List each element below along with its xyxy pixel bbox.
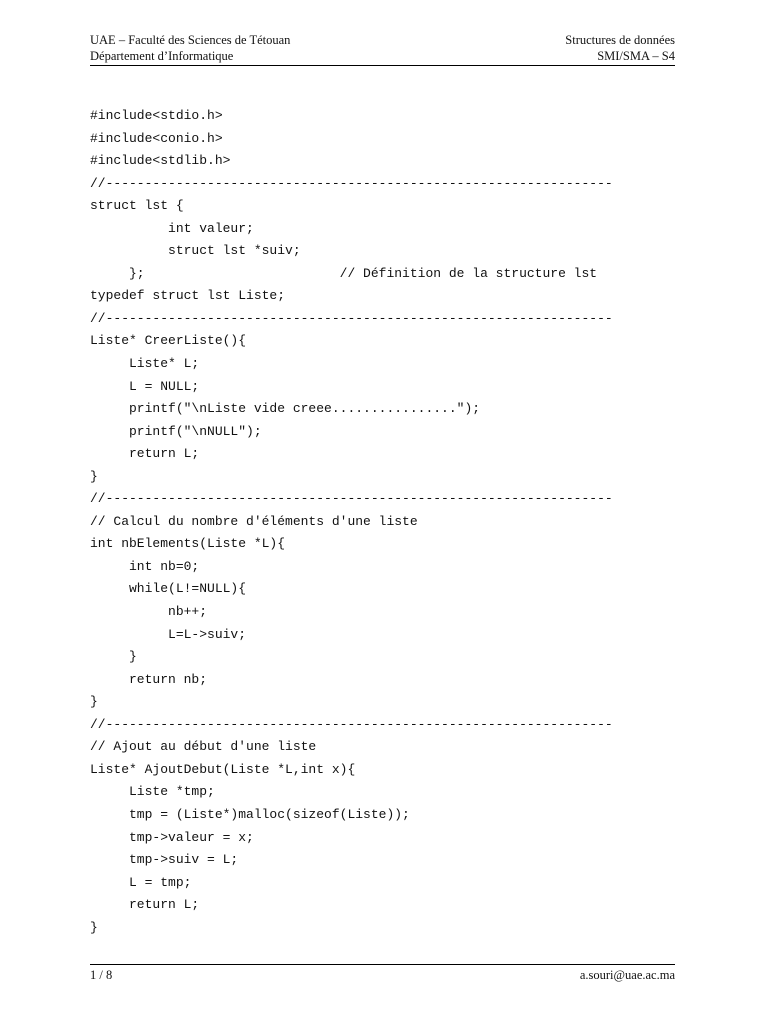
code-line: }; // Définition de la structure lst — [90, 265, 598, 281]
page-footer — [90, 967, 675, 983]
code-line: return L; — [90, 446, 200, 462]
code-line: struct lst *suiv; — [90, 243, 301, 259]
code-listing — [90, 105, 690, 939]
code-line: //----------------------------------------------------------------- — [90, 310, 613, 326]
code-line: tmp = (Liste*)malloc(sizeof(Liste)); — [90, 806, 410, 822]
code-line: struct lst { — [90, 198, 184, 214]
code-line: //----------------------------------------------------------------- — [90, 716, 613, 732]
author-email: a.souri@uae.ac.ma — [579, 968, 675, 982]
code-line: // Calcul du nombre d'éléments d'une liste — [90, 513, 418, 529]
page-header — [90, 32, 675, 66]
code-line: L=L->suiv; — [90, 626, 247, 642]
code-line: tmp->valeur = x; — [90, 829, 254, 845]
code-line: printf("\nListe vide creee................"); — [90, 401, 481, 417]
header-divider — [90, 65, 675, 66]
header-institution: UAE – Faculté des Sciences de Tétouan — [90, 33, 291, 47]
code-line: //----------------------------------------------------------------- — [90, 175, 613, 191]
code-line: Liste* CreerListe(){ — [90, 333, 247, 349]
footer-divider — [90, 964, 675, 965]
header-department: Département d’Informatique — [90, 49, 234, 63]
code-line: } — [90, 694, 98, 710]
code-line: #include<stdlib.h> — [90, 153, 231, 169]
code-line: Liste* AjoutDebut(Liste *L,int x){ — [90, 761, 356, 777]
code-line: int nbElements(Liste *L){ — [90, 536, 286, 552]
header-semester: SMI/SMA – S4 — [597, 49, 675, 63]
code-line: //----------------------------------------------------------------- — [90, 491, 613, 507]
code-line: int nb=0; — [90, 558, 200, 574]
page-number: 1 / 8 — [90, 968, 113, 982]
code-line: // Ajout au début d'une liste — [90, 739, 317, 755]
code-line: L = NULL; — [90, 378, 200, 394]
code-line: #include<stdio.h> — [90, 108, 223, 123]
code-line: printf("\nNULL"); — [90, 423, 262, 439]
code-line: return L; — [90, 897, 200, 913]
code-line: } — [90, 649, 137, 665]
code-line: int valeur; — [90, 220, 254, 236]
code-line: nb++; — [90, 604, 208, 620]
code-line: Liste *tmp; — [90, 784, 215, 800]
code-line: Liste* L; — [90, 356, 200, 372]
code-line: while(L!=NULL){ — [90, 581, 247, 597]
code-line: return nb; — [90, 671, 208, 687]
header-course-title: Structures de données — [565, 33, 675, 47]
code-line: } — [90, 919, 98, 935]
code-line: #include<conio.h> — [90, 130, 223, 146]
code-line: L = tmp; — [90, 874, 192, 890]
code-line: typedef struct lst Liste; — [90, 288, 286, 304]
code-line: tmp->suiv = L; — [90, 852, 239, 868]
code-line: } — [90, 468, 98, 484]
